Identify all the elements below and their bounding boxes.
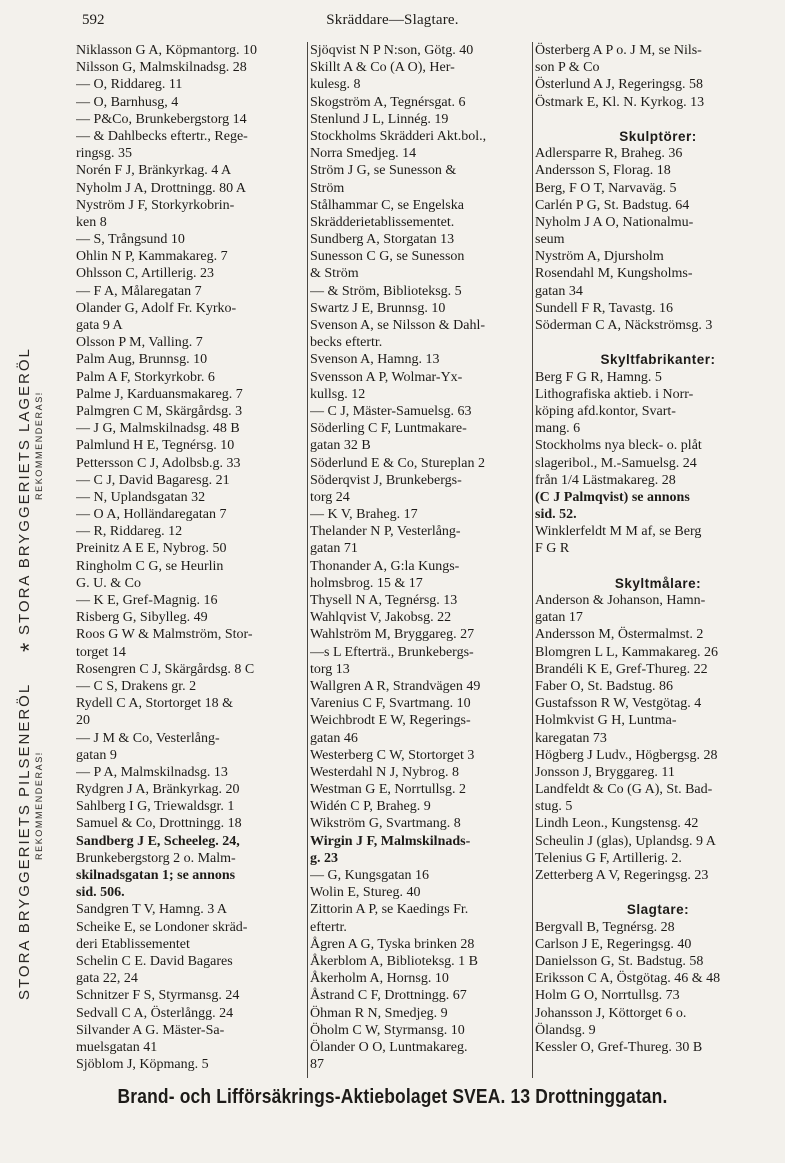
blank-line [535, 884, 781, 901]
directory-entry-line: Silvander A G. Mäster-Sa- [76, 1022, 225, 1038]
directory-entry-line: Skogström A, Tegnérsgat. 6 [310, 94, 466, 110]
directory-entry-line: F G R [535, 541, 570, 557]
column-rule [307, 42, 308, 1078]
directory-entry-line: — K V, Braheg. 17 [310, 507, 418, 523]
directory-entry-line: Berg, F O T, Narvaväg. 5 [535, 180, 677, 196]
directory-entry-line: torget 14 [76, 644, 126, 660]
directory-entry-line: gatan 9 [76, 747, 117, 763]
directory-entry-line: Ringholm C G, se Heurlin [76, 558, 224, 574]
directory-entry-line: Stålhammar C, se Engelska [310, 197, 464, 213]
directory-entry-line: Weichbrodt E W, Regerings- [310, 713, 471, 729]
directory-entry-line: — K E, Gref-Magnig. 16 [76, 593, 218, 608]
directory-entry-line: — O, Barnhusg, 4 [76, 94, 179, 110]
directory-entry-line: Norén F J, Bränkyrkag. 4 A [76, 163, 232, 179]
directory-entry-line: Wolin E, Stureg. 40 [310, 885, 421, 901]
directory-entry-line: Högberg J Ludv., Högbergsg. 28 [535, 747, 718, 763]
directory-entry-line: Öholm C W, Styrmansg. 10 [310, 1022, 465, 1038]
directory-entry-line: Norra Smedjeg. 14 [310, 146, 417, 162]
side-ad-lower-text: STORA BRYGGERIETS PILSENERÖL [16, 682, 33, 1000]
directory-entry-line: — & Dahlbecks eftertr., Rege- [76, 128, 248, 144]
directory-entry-line: Kessler O, Gref-Thureg. 30 B [535, 1039, 703, 1055]
blank-line [535, 558, 781, 575]
directory-entry-line: holmsbrog. 15 & 17 [310, 575, 423, 591]
directory-entry-line: Ohlsson C, Artillerig. 23 [76, 266, 215, 282]
directory-entry-line: köping afd.kontor, Svart- [535, 403, 676, 419]
side-ad-lower-small: REKOMMENDERAS! [34, 751, 44, 860]
directory-entry-line: Ström [310, 180, 345, 196]
directory-entry-line: Rydell C A, Stortorget 18 & [76, 696, 234, 712]
directory-entry-line: Svenson A, se Nilsson & Dahl- [310, 318, 485, 333]
directory-entry-line: Swartz J E, Brunnsg. 10 [310, 300, 446, 316]
directory-entry-line: — C S, Drakens gr. 2 [76, 678, 197, 694]
directory-entry-line: Pettersson C J, Adolbsb.g. 33 [76, 455, 241, 471]
directory-entry-line: Sandgren T V, Hamng. 3 A [76, 902, 228, 918]
directory-entry-line: Roos G W & Malmström, Stor- [76, 627, 253, 643]
directory-entry-line: Wallgren A R, Strandvägen 49 [310, 678, 481, 694]
directory-entry-line: — J G, Malmskilnadsg. 48 B [76, 421, 240, 437]
directory-entry-line: Lindh Leon., Kungstensg. 42 [535, 816, 699, 832]
side-ad-upper-small: REKOMMENDERAS! [34, 391, 44, 500]
directory-entry-line: (C J Palmqvist) se annons [535, 489, 690, 505]
directory-entry-line: Blomgren L L, Kammakareg. 26 [535, 644, 718, 660]
directory-entry-line: Stockholms nya bleck- o. plåt [535, 438, 702, 454]
directory-entry-line: Wahlqvist V, Jakobsg. 22 [310, 610, 452, 626]
directory-entry-line: Samuel & Co, Drottningg. 18 [76, 816, 242, 832]
directory-entry-line: — N, Uplandsgatan 32 [76, 489, 206, 505]
directory-entry-line: Sunesson C G, se Sunesson [310, 249, 465, 265]
directory-entry-line: gata 9 A [76, 318, 123, 333]
directory-entry-line: Widén C P, Braheg. 9 [310, 799, 431, 815]
directory-entry-line: Söderling C F, Luntmakare- [310, 421, 467, 437]
star-icon: * [16, 640, 43, 652]
directory-entry-line: — S, Trångsund 10 [76, 232, 185, 248]
directory-entry-line: Ågren A G, Tyska brinken 28 [310, 936, 475, 952]
directory-entry-line: ringsg. 35 [76, 146, 132, 162]
directory-entry-line: Östmark E, Kl. N. Kyrkog. 13 [535, 94, 705, 110]
directory-entry-line: Skillt A & Co (A O), Her- [310, 60, 455, 76]
directory-entry-line: Andersson M, Östermalmst. 2 [535, 627, 704, 643]
directory-entry-line: Danielsson G, St. Badstug. 58 [535, 953, 704, 969]
section-heading: Skyltfabrikanter: [600, 352, 716, 368]
directory-entry-line: Sundberg A, Storgatan 13 [310, 232, 455, 248]
blank-line [535, 111, 781, 128]
column-rule [532, 42, 533, 1078]
directory-entry-line: Söderqvist J, Brunkebergs- [310, 472, 462, 488]
directory-entry-line: Palm A F, Storkyrkobr. 6 [76, 369, 215, 385]
directory-entry-line: Skrädderietablissementet. [310, 214, 455, 230]
directory-entry-line: Preinitz A E E, Nybrog. 50 [76, 541, 227, 557]
directory-entry-line: Palm Aug, Brunnsg. 10 [76, 352, 208, 368]
directory-entry-line: gatan 46 [310, 730, 358, 746]
directory-entry-line: Nyström A, Djursholm [535, 249, 664, 265]
directory-entry-line: — F A, Målaregatan 7 [76, 283, 202, 299]
directory-entry-line: slageribol., M.-Samuelsg. 24 [535, 455, 697, 471]
directory-entry-line: Winklerfeldt M M af, se Berg [535, 524, 702, 540]
directory-entry-line: Rosengren C J, Skärgårdsg. 8 C [76, 661, 255, 677]
directory-entry-line: Sjöblom J, Köpmang. 5 [76, 1057, 209, 1073]
directory-entry-line: Berg F G R, Hamng. 5 [535, 369, 662, 385]
directory-entry-line: Öhman R N, Smedjeg. 9 [310, 1005, 448, 1021]
page-number: 592 [82, 12, 105, 28]
directory-entry-line: Nyholm J A O, Nationalmu- [535, 214, 694, 230]
directory-entry-line: skilnadsgatan 1; se annons [76, 868, 236, 883]
directory-entry-line: Thonander A, G:la Kungs- [310, 558, 460, 574]
directory-entry-line: Varenius C F, Svartmang. 10 [310, 696, 471, 712]
directory-entry-line: eftertr. [310, 919, 347, 935]
directory-entry-line: Österberg A P o. J M, se Nils- [535, 43, 702, 58]
directory-entry-line: — G, Kungsgatan 16 [310, 868, 429, 883]
directory-entry-line: Ohlin N P, Kammakareg. 7 [76, 249, 228, 265]
directory-entry-line: Niklasson G A, Köpmantorg. 10 [76, 43, 257, 58]
directory-entry-line: Faber O, St. Badstug. 86 [535, 678, 674, 694]
directory-entry-line: ken 8 [76, 214, 107, 230]
directory-entry-line: Olsson P M, Valling. 7 [76, 335, 203, 351]
directory-entry-line: Landfeldt & Co (G A), St. Bad- [535, 782, 713, 798]
directory-entry-line: — O A, Holländaregatan 7 [76, 507, 227, 523]
directory-entry-line: Lithografiska aktieb. i Norr- [535, 386, 694, 402]
directory-entry-line: g. 23 [310, 850, 338, 866]
directory-entry-line: Ölander O O, Luntmakareg. [310, 1039, 468, 1055]
directory-entry-line: Palmlund H E, Tegnérsg. 10 [76, 438, 235, 454]
directory-entry-line: — P A, Malmskilnadsg. 13 [76, 764, 228, 780]
directory-entry-line: kulesg. 8 [310, 77, 361, 93]
directory-entry-line: Zetterberg A V, Regeringsg. 23 [535, 868, 709, 883]
directory-entry-line: mang. 6 [535, 421, 581, 437]
directory-entry-line: Brandéli K E, Gref-Thureg. 22 [535, 661, 708, 677]
directory-entry-line: Olander G, Adolf Fr. Kyrko- [76, 300, 237, 316]
directory-entry-line: Westerberg C W, Stortorget 3 [310, 747, 475, 763]
directory-entry-line: kullsg. 12 [310, 386, 366, 402]
directory-entry-line: Nyholm J A, Drottningg. 80 A [76, 180, 246, 196]
directory-entry-line: Söderman C A, Näckströmsg. 3 [535, 318, 713, 333]
directory-entry-line: Sedvall C A, Österlångg. 24 [76, 1005, 234, 1021]
directory-entry-line: Rosendahl M, Kungsholms- [535, 266, 693, 282]
directory-entry-line: — P&Co, Brunkebergstorg 14 [76, 111, 247, 127]
directory-entry-line: seum [535, 232, 565, 248]
side-ad-upper-text: STORA BRYGGERIETS LAGERÖL [16, 347, 33, 635]
directory-entry-line: becks eftertr. [310, 335, 383, 351]
directory-entry-line: Thelander N P, Vesterlång- [310, 524, 461, 540]
directory-entry-line: Schelin C E. David Bagares [76, 953, 233, 969]
directory-entry-line: karegatan 73 [535, 730, 607, 746]
directory-entry-line: Jonsson J, Bryggareg. 11 [535, 764, 675, 780]
directory-entry-line: Sahlberg I G, Triewaldsgr. 1 [76, 799, 235, 815]
blank-line [535, 334, 781, 351]
directory-entry-line: — C J, Mäster-Samuelsg. 63 [310, 403, 472, 419]
directory-entry-line: från 1/4 Lästmakareg. 28 [535, 472, 676, 488]
directory-entry-line: Stockholms Skrädderi Akt.bol., [310, 128, 487, 144]
directory-entry-line: Wikström G, Svartmang. 8 [310, 816, 461, 832]
directory-entry-line: Rydgren J A, Bränkyrkag. 20 [76, 782, 240, 798]
directory-entry-line: — C J, David Bagaresg. 21 [76, 472, 230, 488]
directory-entry-line: Johansson J, Köttorget 6 o. [535, 1005, 687, 1021]
directory-entry-line: Österlund A J, Regeringsg. 58 [535, 77, 703, 93]
directory-entry-line: son P & Co [535, 60, 600, 76]
directory-entry-line: gatan 32 B [310, 438, 371, 454]
directory-entry-line: Eriksson C A, Östgötag. 46 & 48 [535, 971, 721, 987]
directory-entry-line: torg 13 [310, 661, 350, 677]
directory-entry-line: gatan 34 [535, 283, 583, 299]
directory-column-2 [310, 42, 532, 1073]
directory-entry-line: —s L Efterträ., Brunkebergs- [310, 644, 474, 660]
section-heading: Skyltmålare: [614, 575, 702, 591]
directory-entry-line: sid. 506. [76, 885, 125, 901]
directory-entry-line: Svensson A P, Wolmar-Yx- [310, 369, 463, 385]
section-heading: Slagtare: [626, 902, 690, 918]
directory-entry-line: Thysell N A, Tegnérsg. 13 [310, 593, 458, 608]
directory-entry-line: Zittorin A P, se Kaedings Fr. [310, 902, 469, 918]
directory-entry-line: Carlson J E, Regeringsg. 40 [535, 936, 692, 952]
directory-entry-line: Åstrand C F, Drottningg. 67 [310, 988, 467, 1004]
directory-entry-line: Sandberg J E, Scheeleg. 24, [76, 833, 240, 849]
directory-column-3 [535, 42, 781, 1056]
directory-entry-line: sid. 52. [535, 507, 577, 523]
directory-entry-line: Andersson S, Florag. 18 [535, 163, 671, 179]
directory-entry-line: Åkerholm A, Hornsg. 10 [310, 971, 449, 987]
directory-entry-line: Gustafsson R W, Vestgötag. 4 [535, 696, 702, 712]
directory-entry-line: Carlén P G, St. Badstug. 64 [535, 197, 690, 213]
directory-entry-line: Westerdahl N J, Nybrog. 8 [310, 764, 459, 780]
directory-entry-line: Telenius G F, Artillerig. 2. [535, 850, 682, 866]
directory-entry-line: Palme J, Karduansmakareg. 7 [76, 386, 243, 402]
directory-entry-line: stug. 5 [535, 799, 573, 815]
directory-entry-line: Nilsson G, Malmskilnadsg. 28 [76, 60, 247, 76]
directory-entry-line: Ölandsg. 9 [535, 1022, 596, 1038]
directory-entry-line: — J M & Co, Vesterlång- [76, 730, 220, 746]
directory-entry-line: Holm G O, Norrtullsg. 73 [535, 988, 680, 1004]
directory-entry-line: Schnitzer F S, Styrmansg. 24 [76, 988, 240, 1004]
directory-entry-line: gatan 71 [310, 541, 358, 557]
directory-entry-line: Nyström J F, Storkyrkobrin- [76, 197, 235, 213]
directory-entry-line: Stenlund J L, Linnég. 19 [310, 111, 449, 127]
directory-entry-line: Wahlström M, Bryggareg. 27 [310, 627, 475, 643]
directory-entry-line: Scheike E, se Londoner skräd- [76, 919, 248, 935]
directory-entry-line: gata 22, 24 [76, 971, 138, 987]
section-heading: Skulptörer: [619, 128, 697, 144]
directory-entry-line: Holmkvist G H, Luntma- [535, 713, 677, 729]
directory-entry-line: 20 [76, 713, 90, 729]
footer-advertisement: Brand- och Lifförsäkrings-Aktiebolaget SVEA. 13 Drottninggatan. [117, 1085, 668, 1108]
directory-entry-line: Westman G E, Norrtullsg. 2 [310, 782, 466, 798]
directory-entry-line: Palmgren C M, Skärgårdsg. 3 [76, 403, 243, 419]
directory-entry-line: Ström J G, se Sunesson & [310, 163, 457, 179]
directory-entry-line: Risberg G, Sibylleg. 49 [76, 610, 208, 626]
directory-column-1 [76, 42, 308, 1073]
directory-entry-line: Wirgin J F, Malmskilnads- [310, 833, 471, 849]
directory-entry-line: & Ström [310, 266, 359, 282]
directory-entry-line: Brunkebergstorg 2 o. Malm- [76, 850, 236, 866]
directory-entry-line: — O, Riddareg. 11 [76, 77, 183, 93]
directory-entry-line: deri Etablissementet [76, 936, 190, 952]
directory-entry-line: Sjöqvist N P N:son, Götg. 40 [310, 43, 474, 58]
directory-entry-line: Söderlund E & Co, Stureplan 2 [310, 455, 485, 471]
directory-entry-line: torg 24 [310, 489, 350, 505]
directory-entry-line: muelsgatan 41 [76, 1039, 158, 1055]
directory-entry-line: Svenson A, Hamng. 13 [310, 352, 440, 368]
directory-entry-line: Scheulin J (glas), Uplandsg. 9 A [535, 833, 716, 849]
directory-entry-line: Bergvall B, Tegnérsg. 28 [535, 919, 675, 935]
directory-entry-line: — R, Riddareg. 12 [76, 524, 183, 540]
directory-entry-line: Sundell F R, Tavastg. 16 [535, 300, 673, 316]
directory-entry-line: Anderson & Johanson, Hamn- [535, 593, 706, 608]
running-head: Skräddare—Slagtare. [326, 12, 459, 28]
directory-entry-line: G. U. & Co [76, 575, 141, 591]
directory-entry-line: Åkerblom A, Biblioteksg. 1 B [310, 953, 478, 969]
directory-entry-line: gatan 17 [535, 610, 583, 626]
directory-entry-line: Adlersparre R, Braheg. 36 [535, 146, 683, 162]
directory-entry-line: — & Ström, Biblioteksg. 5 [310, 283, 462, 299]
directory-entry-line: 87 [310, 1057, 324, 1073]
